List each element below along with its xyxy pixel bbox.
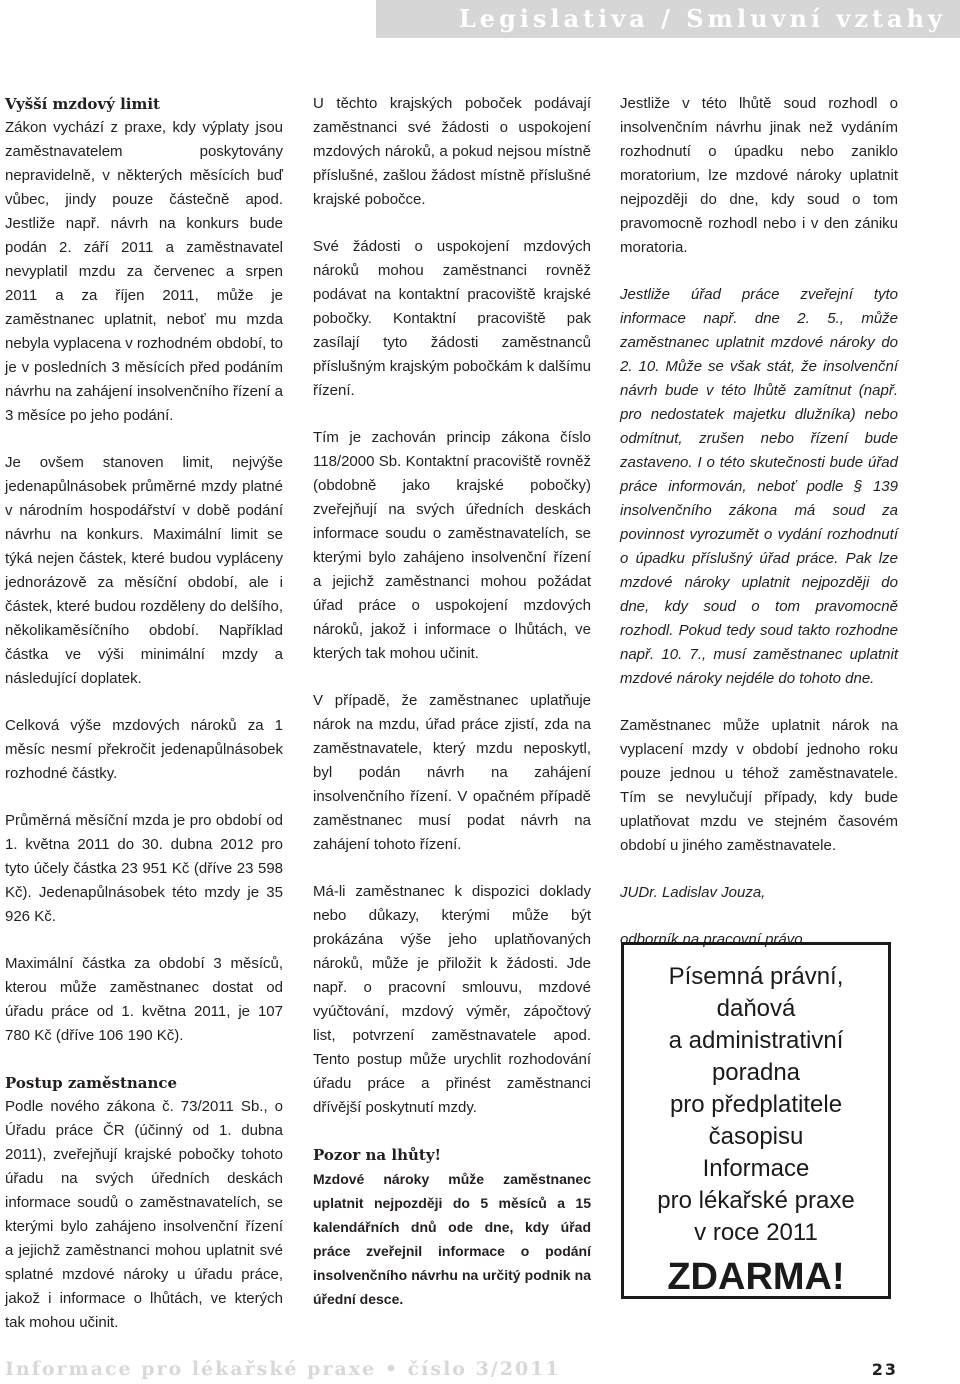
paragraph: V případě, že zaměstnanec uplatňuje nárok na mzdu, úřad práce zjistí, zda na zaměstnavatele, který mzdu neposkytl, byl podán návrh na zahájení insolvenčního řízení. V opačném případě zaměstnanec musí podat návrh na zahájení tohoto řízení. (313, 692, 591, 853)
promo-line: daňová (716, 995, 796, 1022)
paragraph: Průměrná měsíční mzda je pro období od 1. května 2011 do 30. dubna 2012 pro tyto účely částka 23 951 Kč (dříve 23 598 Kč). Jedenapůlnásobek této mzdy je 35 926 Kč. (5, 812, 283, 925)
promo-line: Informace (702, 1155, 810, 1182)
heading-wage-limit: Vyšší mzdový limit (5, 95, 160, 113)
promo-box (621, 942, 891, 1299)
promo-line: pro předplatitele (669, 1091, 843, 1118)
page-number: 23 (871, 1360, 898, 1379)
paragraph-italic: Jestliže úřad práce zveřejní tyto informace např. dne 2. 5., může zaměstnanec uplatnit mzdové nároky do 2. 10. Může se však stát, že insolvenční návrh bude v této lhůtě zamítnut (např. pro nedostatek majetku dlužníka) nebo odmítnut, zrušen nebo řízení bude zastaveno. I o této skutečnosti bude úřad práce informován, neboť podle § 139 insolvenčního zákona má soud za povinnost vyrozumět o vydání rozhodnutí o úpadku příslušný úřad práce. Pak lze mzdové nároky uplatnit nejpozději do dne, kdy soud o tom pravomocně rozhodl. Pokud tedy soud takto rozhodne např. 10. 7., musí zaměstnanec uplatnit mzdové nároky nejdéle do tohoto dne. (620, 286, 898, 687)
paragraph: Jestliže v této lhůtě soud rozhodl o insolvenčním návrhu jinak než vydáním rozhodnutí o úpadku nebo zaniklo moratorium, lze mzdové nároky uplatnit nejpozději do dne, kdy soud o tom pravomocně rozhodl nebo i v den zániku moratoria. (620, 95, 898, 256)
author-role: odborník na pracovní právo (620, 931, 803, 948)
paragraph: Zaměstnanec může uplatnit nárok na vyplacení mzdy v období jednoho roku pouze jednou u téhož zaměstnavatele. Tím se nevylučují případy, kdy bude uplatňovat mzdu ve stejném časovém období u jiného zaměstnavatele. (620, 717, 898, 854)
promo-line: poradna (711, 1059, 801, 1086)
promo-line: a administrativní (668, 1027, 844, 1054)
column-3 (620, 92, 898, 975)
promo-line: v roce 2011 (694, 1219, 818, 1246)
paragraph: U těchto krajských poboček podávají zaměstnanci své žádosti o uspokojení mzdových nároků, a pokud nejsou místně příslušné, zašlou žádost místně příslušné krajské pobočce. (313, 95, 591, 208)
promo-highlight: ZDARMA! (667, 1256, 845, 1298)
column-2 (313, 92, 591, 1334)
column-1 (5, 92, 283, 1358)
author-name: JUDr. Ladislav Jouza, (620, 884, 766, 901)
paragraph-bold: Mzdové nároky může zaměstnanec uplatnit nejpozději do 5 měsíců a 15 kalendářních dnů ode dne, kdy úřad práce zveřejnil informace o podání insolvenčního návrhu na určitý podnik na úřední desce. (313, 1171, 591, 1307)
heading-deadline-warning: Pozor na lhůty! (313, 1146, 442, 1164)
section-title: Legislativa / Smluvní vztahy (458, 4, 946, 33)
paragraph: Tím je zachován princip zákona číslo 118/2000 Sb. Kontaktní pracoviště rovněž (obdobně jako krajské pobočky) zveřejňují na svých úředních deskách informace soudu o zaměstnavatelích, se kterými bylo zahájeno insolvenční řízení a jejichž zaměstnanci mohou požádat úřad práce o uspokojení mzdových nároků, jakož i informace o lhůtách, ve kterých tak mohou učinit. (313, 429, 591, 662)
promo-line: časopisu (708, 1123, 804, 1150)
footer-publication: Informace pro lékařské praxe • číslo 3/2011 (5, 1358, 561, 1380)
heading-employee-procedure: Postup zaměstnance (5, 1074, 178, 1092)
paragraph: Má-li zaměstnanec k dispozici doklady nebo důkazy, kterými může být prokázána výše jeho uplatňovaných nároků, může je přiložit k žádosti. Jde např. o pracovní smlouvu, mzdové vyúčtování, mzdový výměr, zápočtový list, potvrzení zaměstnavatele apod. Tento postup může urychlit rozhodování úřadu práce a přinést zaměstnanci dřívější poskytnutí mzdy. (313, 883, 591, 1116)
paragraph: Své žádosti o uspokojení mzdových nároků mohou zaměstnanci rovněž podávat na kontaktní pracoviště krajské pobočky. Kontaktní pracoviště pak zasílají tyto žádosti zaměstnanců příslušným krajským pobočkám k dalšímu řízení. (313, 238, 591, 399)
paragraph: Podle nového zákona č. 73/2011 Sb., o Úřadu práce ČR (účinný od 1. dubna 2011), zveřejňují krajské pobočky tohoto úřadu na svých úředních deskách informace soudů o zaměstnavatelích, se kterými bylo zahájeno insolvenční řízení a jejichž zaměstnanci mohou uplatnit své splatné mzdové nároky u úřadu práce, jakož i informace o lhůtách, ve kterých tak mohou učinit. (5, 1098, 283, 1331)
section-header (376, 0, 960, 38)
paragraph: Celková výše mzdových nároků za 1 měsíc nesmí překročit jedenapůlnásobek rozhodné částky. (5, 717, 283, 782)
paragraph: Maximální částka za období 3 měsíců, kterou může zaměstnanec dostat od úřadu práce od 1. května 2011, je 107 780 Kč (dříve 106 190 Kč). (5, 955, 283, 1044)
paragraph: Je ovšem stanoven limit, nejvýše jedenapůlnásobek průměrné mzdy platné v národním hospodářství v době podání návrhu na konkurs. Maximální limit se týká nejen částek, které budou vypláceny jednorázově za měsíční období, ale i částek, které budou rozděleny do delšího, několikaměsíčního období. Například částka ve výši minimální mzdy a následující doplatek. (5, 454, 283, 687)
paragraph: Zákon vychází z praxe, kdy výplaty jsou zaměstnavatelem poskytovány nepravidelně, v některých měsících buď vůbec, jindy pouze částečně apod. Jestliže např. návrh na konkurs bude podán 2. září 2011 a zaměstnavatel nevyplatil mzdu za červenec a srpen 2011 a za říjen 2011, může je zaměstnanec uplatnit, neboť mu mzda nebyla vyplacena v rozhodném období, to je v posledních 3 měsících před podáním návrhu na zahájení insolvenčního řízení a 3 měsíce po jeho podání. (5, 119, 283, 424)
promo-line: Písemná právní, (668, 963, 844, 990)
promo-line: pro lékařské praxe (657, 1187, 855, 1214)
